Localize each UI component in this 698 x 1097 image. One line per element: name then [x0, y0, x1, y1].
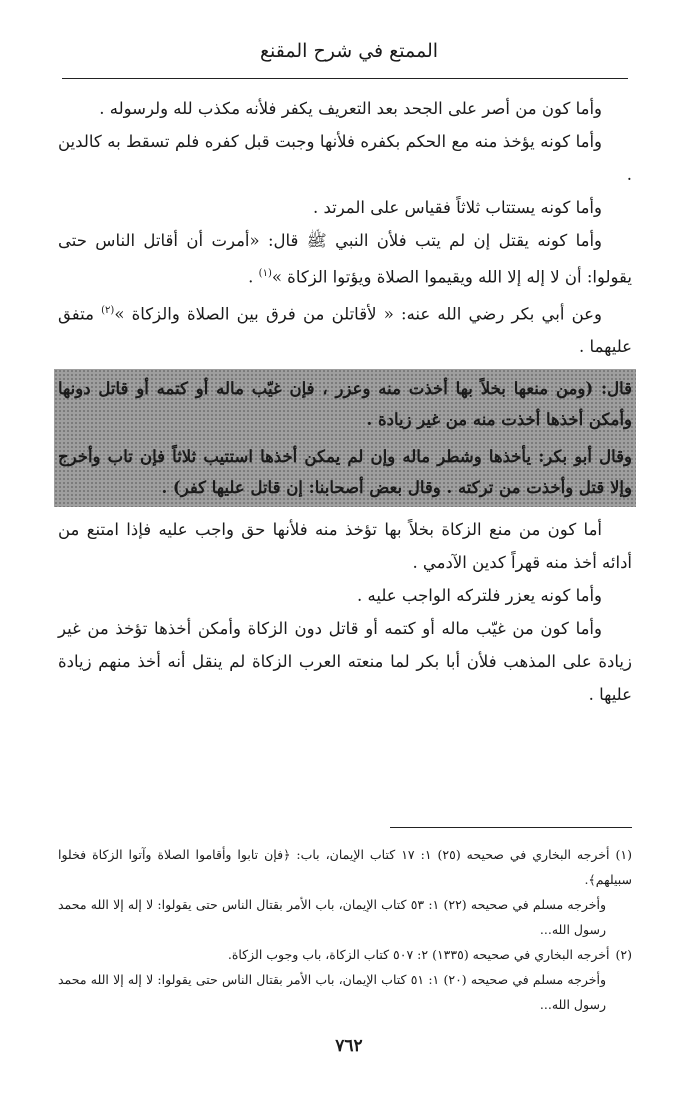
matn-paragraph: وقال أبو بكر: يأخذها وشطر ماله وإن لم يمكن أخذها استتيب ثلاثاً فإن تاب وأخرج وإلا قتل وأخذت من تركته . وقال بعض أصحابنا: إن قاتل عليها كفر) .	[58, 447, 632, 497]
matn-paragraph: قال: (ومن منعها بخلاً بها أخذت منه وعزر ، فإن غيّب ماله أو كتمه أو قاتل دونها وأمكن أخذها أخذت منه من غير زيادة .	[58, 379, 632, 429]
footnote-divider	[390, 827, 632, 828]
page-number: ٧٦٢	[335, 1036, 363, 1056]
footnote	[58, 892, 632, 942]
paragraph-text: وعن أبي بكر رضي الله عنه: « لأقاتلن من فرق بين الصلاة والزكاة »	[114, 304, 602, 323]
footnote-ref: (١)	[258, 268, 272, 279]
paragraph: وأما كونه يؤخذ منه مع الحكم بكفره فلأنها وجبت قبل كفره فلم تسقط به كالدين .	[58, 132, 632, 184]
paragraph	[58, 294, 632, 364]
footnote	[58, 967, 632, 1017]
paragraph: وأما كونه يستتاب ثلاثاً فقياس على المرتد .	[312, 198, 602, 217]
header-divider	[62, 78, 628, 79]
footnote-number: (٢)	[615, 947, 632, 962]
footnote	[58, 942, 632, 967]
paragraph: وأما كونه يعزر فلتركه الواجب عليه .	[357, 586, 602, 605]
footnote-text: أخرجه البخاري في صحيحه (١٣٣٥) ٢: ٥٠٧ كتاب الزكاة، باب وجوب الزكاة.	[227, 947, 610, 962]
footnote-text: وأخرجه مسلم في صحيحه (٢٢) ١: ٥٣ كتاب الإيمان، باب الأمر بقتال الناس حتى يقولوا: لا إله إلا الله محمد رسول الله...	[58, 897, 606, 937]
footnote-ref: (٢)	[101, 304, 115, 316]
footnotes	[58, 842, 632, 1017]
footnote-text: أخرجه البخاري في صحيحه (٢٥) ١: ١٧ كتاب الإيمان، باب: ﴿فإن تابوا وأقاموا الصلاة وآتوا الزكاة فخلوا سبيلهم﴾.	[58, 847, 632, 887]
paragraph-text: وأما كونه يقتل إن لم يتب فلأن النبي ﷺ قال: «أمرت أن أقاتل الناس حتى يقولوا: أن لا إله إلا الله ويقيموا الصلاة ويؤتوا الزكاة »	[58, 231, 632, 287]
paragraph: وأما كونه يقتل إن لم يتب فلأن النبي ﷺ قال: «أمرت أن أقاتل الناس حتى يقولوا: أن لا إله إلا الله ويقيموا الصلاة ويؤتوا الزكاة »$^{(١)}$ .	[58, 231, 632, 287]
paragraph: وأما كون من غيّب ماله أو كتمه أو قاتل دون الزكاة وأمكن أخذها تؤخذ من غير زيادة على المذهب فلأن أبا بكر لما منعته العرب الزكاة لم ينقل أنه أخذ منهم زيادة عليها .	[58, 619, 632, 704]
paragraph-text: متفق عليهما .	[58, 304, 632, 356]
footnote-text: وأخرجه مسلم في صحيحه (٢٠) ١: ٥١ كتاب الإيمان، باب الأمر بقتال الناس حتى يقولوا: لا إله إلا الله محمد رسول الله...	[58, 972, 606, 1012]
running-header-title: الممتع في شرح المقنع	[259, 40, 439, 62]
paragraph: أما كون من منع الزكاة بخلاً بها تؤخذ منه فلأنها حق واجب عليه فإذا امتنع من أدائه أخذ منه قهراً كدين الآدمي .	[58, 520, 632, 572]
footnote	[58, 842, 632, 892]
main-text	[58, 92, 632, 711]
footnote-number: (١)	[615, 847, 632, 862]
paragraph: وأما كون من أصر على الجحد بعد التعريف يكفر فلأنه مكذب لله ولرسوله .	[99, 99, 602, 118]
highlighted-matn-block	[54, 369, 636, 507]
